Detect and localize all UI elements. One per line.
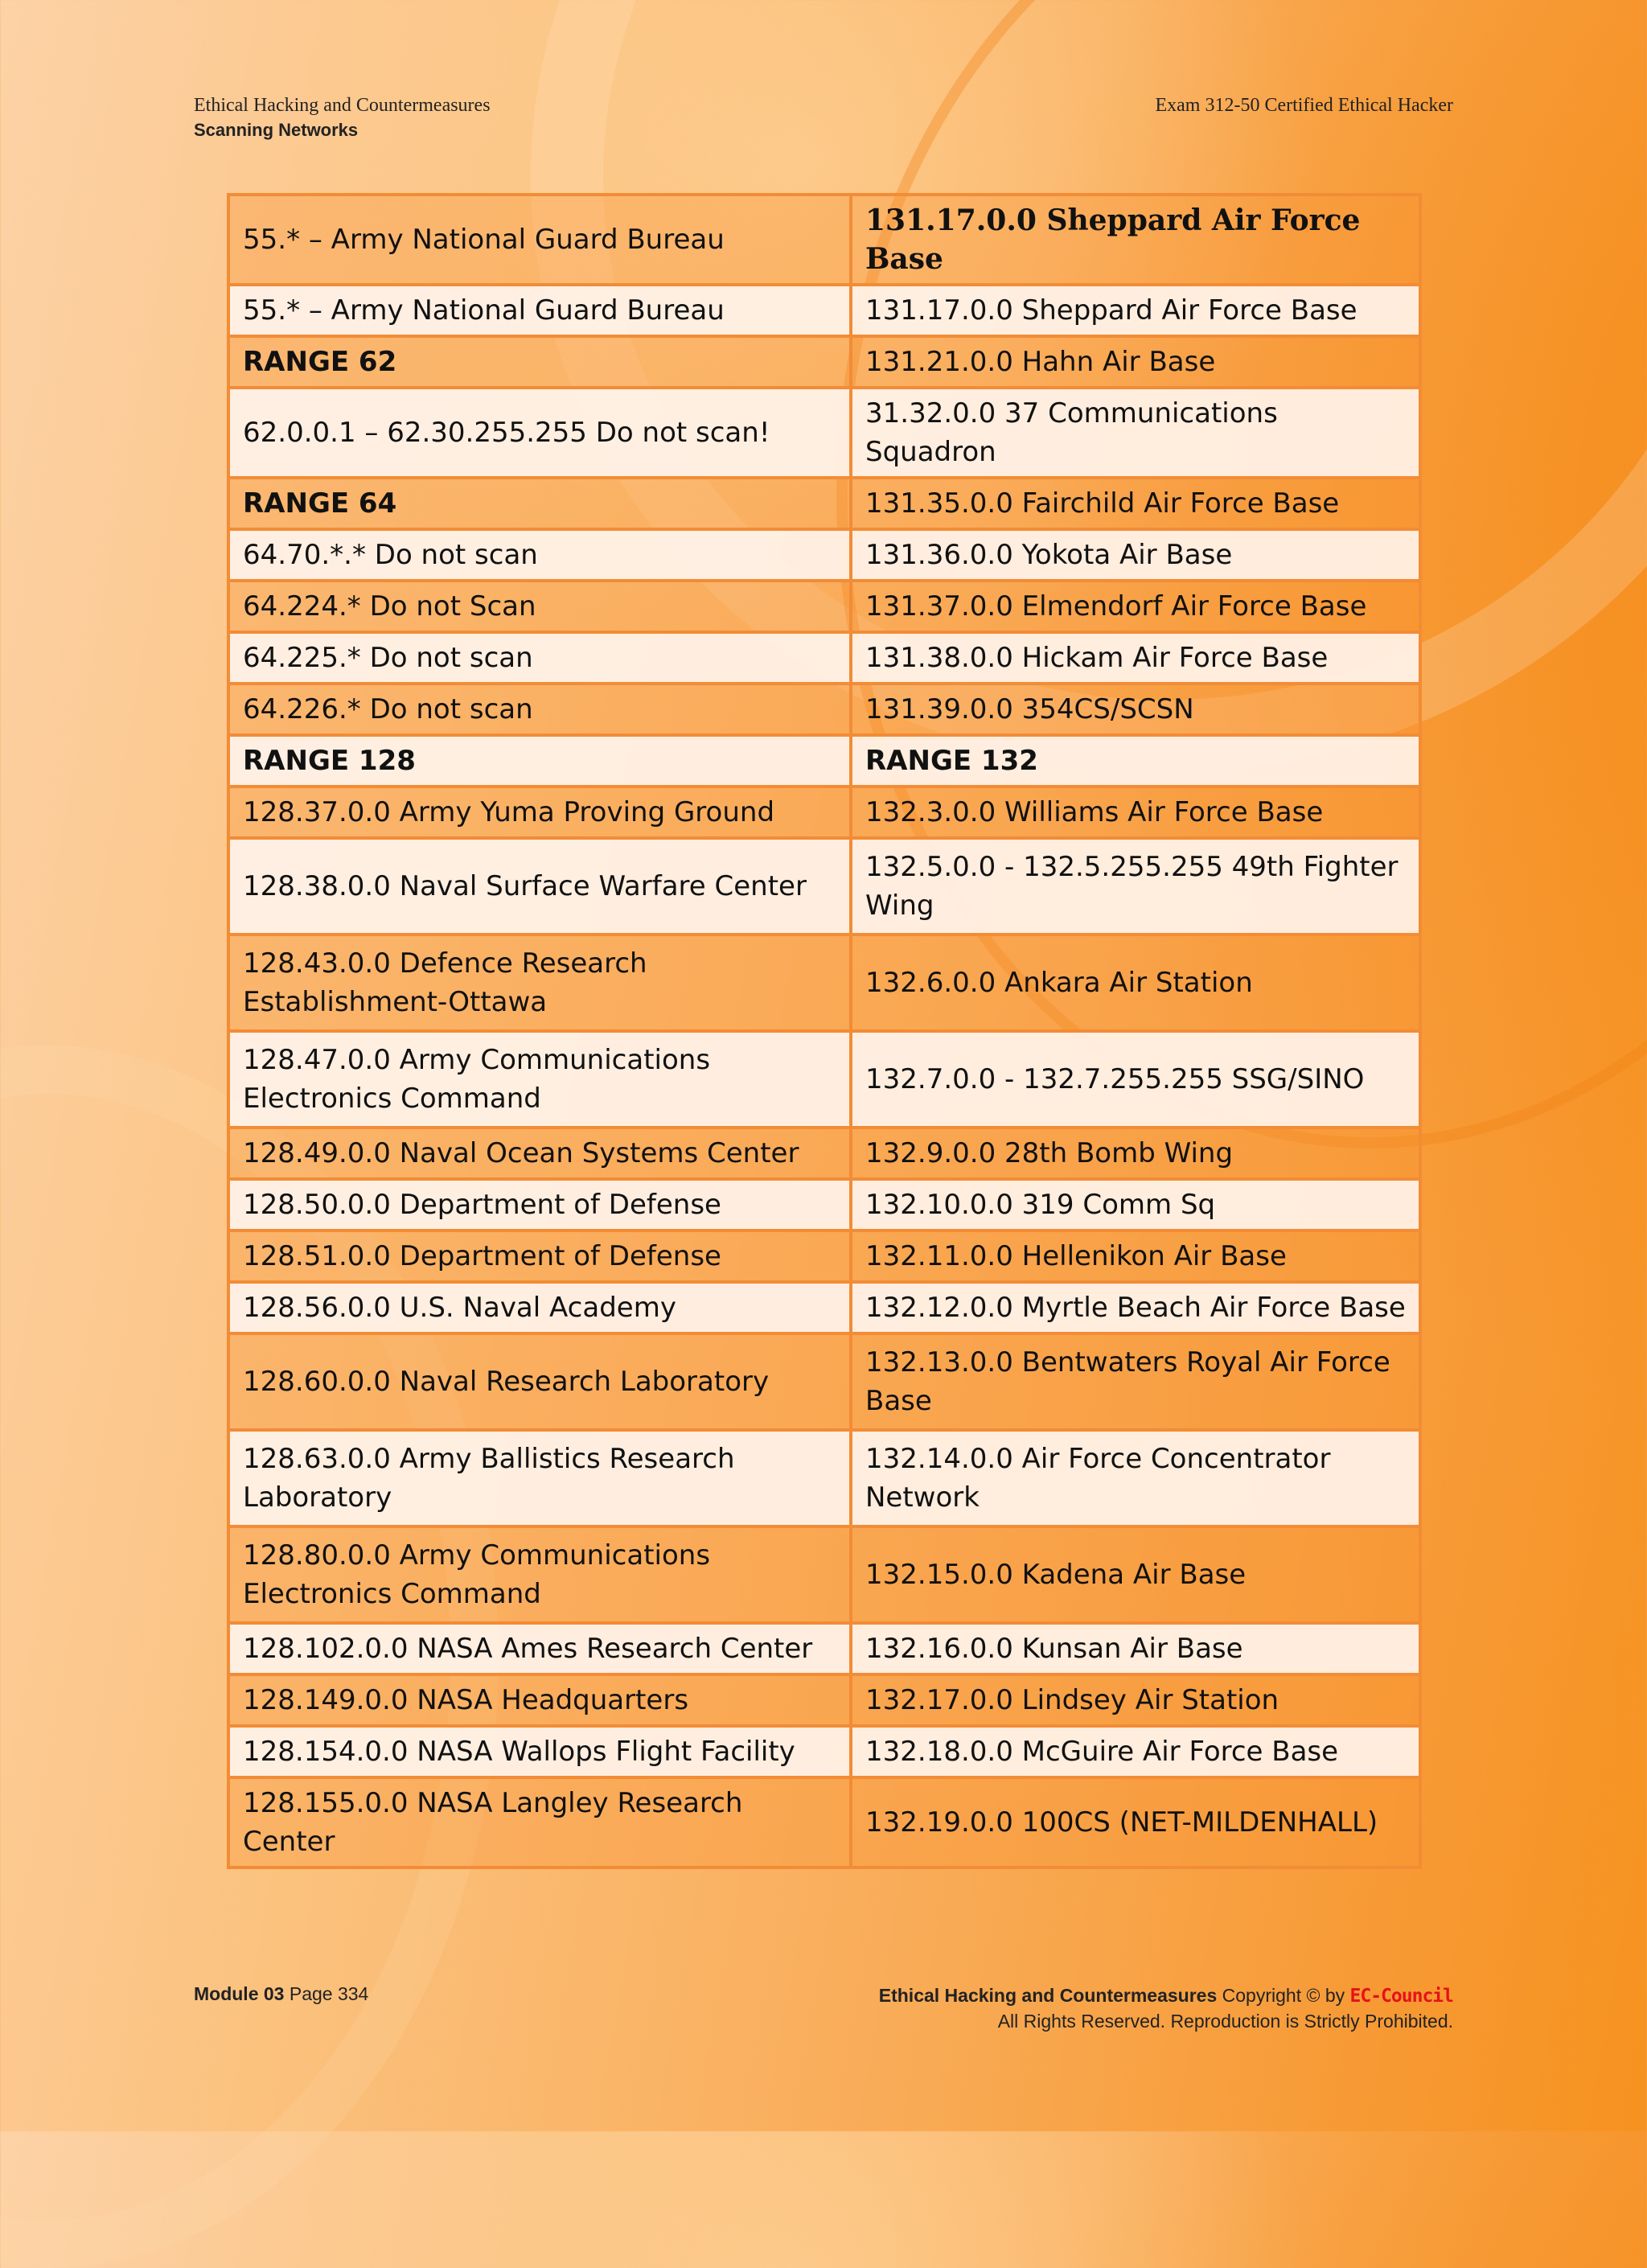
- table-cell: 128.149.0.0 NASA Headquarters: [228, 1674, 851, 1726]
- table-cell: 128.49.0.0 Naval Ocean Systems Center: [228, 1128, 851, 1179]
- copyright-notice: [879, 1983, 1453, 2034]
- page-number: [194, 1983, 368, 2005]
- rights-text: All Rights Reserved. Reproduction is Strictly Prohibited.: [997, 2011, 1453, 2032]
- table-cell: 64.226.* Do not scan: [228, 684, 851, 735]
- table-row: [228, 1231, 1420, 1282]
- table-cell: 131.36.0.0 Yokota Air Base: [851, 529, 1420, 581]
- table-row: [228, 1674, 1420, 1726]
- table-cell: 132.16.0.0 Kunsan Air Base: [851, 1623, 1420, 1674]
- table-row: [228, 838, 1420, 935]
- table-cell: 132.18.0.0 McGuire Air Force Base: [851, 1726, 1420, 1777]
- table-row: [228, 1179, 1420, 1231]
- table-cell: 132.15.0.0 Kadena Air Base: [851, 1526, 1420, 1623]
- table-row: [228, 336, 1420, 388]
- table-row: [228, 632, 1420, 684]
- table-cell: 132.6.0.0 Ankara Air Station: [851, 935, 1420, 1031]
- table-row: [228, 1031, 1420, 1128]
- table-cell: 128.102.0.0 NASA Ames Research Center: [228, 1623, 851, 1674]
- table-cell: 132.9.0.0 28th Bomb Wing: [851, 1128, 1420, 1179]
- table-cell: 132.12.0.0 Myrtle Beach Air Force Base: [851, 1282, 1420, 1333]
- table-cell: 62.0.0.1 – 62.30.255.255 Do not scan!: [228, 388, 851, 478]
- table-row: [228, 684, 1420, 735]
- module-label: Module 03: [194, 1983, 285, 2004]
- table-row: [228, 1526, 1420, 1623]
- table-row: [228, 529, 1420, 581]
- table-row: [228, 1726, 1420, 1777]
- page-label: Page 334: [289, 1983, 369, 2004]
- exam-title: Exam 312-50 Certified Ethical Hacker: [1155, 95, 1453, 116]
- table-row: [228, 1777, 1420, 1867]
- table-cell: 128.80.0.0 Army Communications Electronics Command: [228, 1526, 851, 1623]
- table-cell: 131.38.0.0 Hickam Air Force Base: [851, 632, 1420, 684]
- range-heading: RANGE 62: [228, 336, 851, 388]
- table-row: [228, 735, 1420, 787]
- range-heading: RANGE 132: [851, 735, 1420, 787]
- table-row: [228, 935, 1420, 1031]
- table-cell: 128.60.0.0 Naval Research Laboratory: [228, 1333, 851, 1430]
- course-title: Ethical Hacking and Countermeasures: [194, 95, 491, 116]
- ip-ranges-table: [227, 193, 1422, 1869]
- table-row: [228, 1623, 1420, 1674]
- table-cell: 131.35.0.0 Fairchild Air Force Base: [851, 478, 1420, 529]
- table-cell: 131.17.0.0 Sheppard Air Force Base: [851, 195, 1420, 285]
- table-cell: 128.56.0.0 U.S. Naval Academy: [228, 1282, 851, 1333]
- copyright-text: Copyright © by: [1222, 1985, 1345, 2006]
- table-row: [228, 1333, 1420, 1430]
- table-cell: 64.224.* Do not Scan: [228, 581, 851, 632]
- table-cell: 132.7.0.0 - 132.7.255.255 SSG/SINO: [851, 1031, 1420, 1128]
- module-title: Scanning Networks: [194, 120, 359, 140]
- ec-council-logo: EC-Council: [1349, 1986, 1453, 2007]
- table-cell: 132.5.0.0 - 132.5.255.255 49th Fighter Wing: [851, 838, 1420, 935]
- table-cell: 131.21.0.0 Hahn Air Base: [851, 336, 1420, 388]
- table-row: [228, 478, 1420, 529]
- table-row: [228, 1128, 1420, 1179]
- table-cell: 128.51.0.0 Department of Defense: [228, 1231, 851, 1282]
- table-cell: 128.43.0.0 Defence Research Establishment-Ottawa: [228, 935, 851, 1031]
- table-cell: 55.* – Army National Guard Bureau: [228, 195, 851, 285]
- table-cell: 132.11.0.0 Hellenikon Air Base: [851, 1231, 1420, 1282]
- table-cell: 132.3.0.0 Williams Air Force Base: [851, 787, 1420, 838]
- table-cell: 128.155.0.0 NASA Langley Research Center: [228, 1777, 851, 1867]
- table-cell: 128.63.0.0 Army Ballistics Research Laboratory: [228, 1430, 851, 1526]
- table-cell: 131.17.0.0 Sheppard Air Force Base: [851, 285, 1420, 336]
- table-cell: 131.39.0.0 354CS/SCSN: [851, 684, 1420, 735]
- table-row: [228, 1430, 1420, 1526]
- table-row: [228, 195, 1420, 285]
- table-cell: 128.37.0.0 Army Yuma Proving Ground: [228, 787, 851, 838]
- range-heading: RANGE 64: [228, 478, 851, 529]
- table-cell: 131.37.0.0 Elmendorf Air Force Base: [851, 581, 1420, 632]
- table-cell: 31.32.0.0 37 Communications Squadron: [851, 388, 1420, 478]
- table-cell: 132.13.0.0 Bentwaters Royal Air Force Base: [851, 1333, 1420, 1430]
- header-left: [194, 95, 491, 141]
- table-cell: 64.225.* Do not scan: [228, 632, 851, 684]
- table-row: [228, 787, 1420, 838]
- table-cell: 128.154.0.0 NASA Wallops Flight Facility: [228, 1726, 851, 1777]
- table-row: [228, 388, 1420, 478]
- table-cell: 128.47.0.0 Army Communications Electronics Command: [228, 1031, 851, 1128]
- range-heading: RANGE 128: [228, 735, 851, 787]
- table-row: [228, 1282, 1420, 1333]
- table-cell: 55.* – Army National Guard Bureau: [228, 285, 851, 336]
- table-row: [228, 285, 1420, 336]
- copyright-course: Ethical Hacking and Countermeasures: [878, 1985, 1218, 2006]
- table-cell: 128.38.0.0 Naval Surface Warfare Center: [228, 838, 851, 935]
- table-cell: 132.14.0.0 Air Force Concentrator Network: [851, 1430, 1420, 1526]
- table-cell: 132.10.0.0 319 Comm Sq: [851, 1179, 1420, 1231]
- table-cell: 132.17.0.0 Lindsey Air Station: [851, 1674, 1420, 1726]
- table-cell: 128.50.0.0 Department of Defense: [228, 1179, 851, 1231]
- table-row: [228, 581, 1420, 632]
- table-cell: 64.70.*.* Do not scan: [228, 529, 851, 581]
- table-cell: 132.19.0.0 100CS (NET-MILDENHALL): [851, 1777, 1420, 1867]
